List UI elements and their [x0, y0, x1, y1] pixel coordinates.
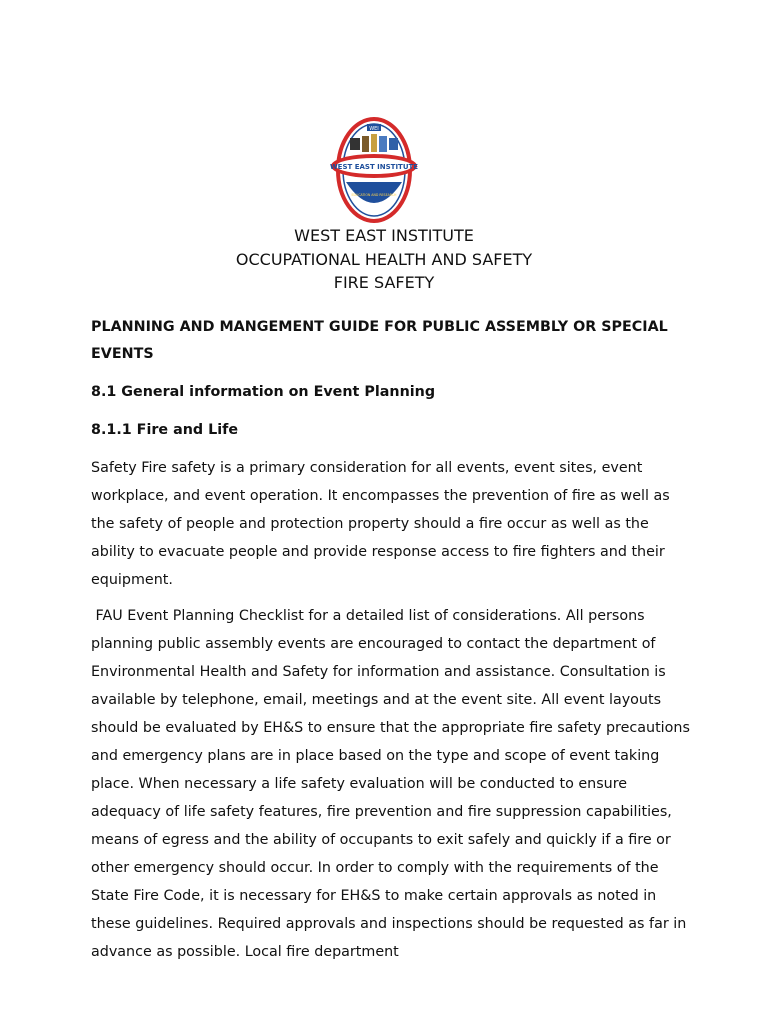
logo-bottom-text: EDUCATION AND RESEARCH — [351, 193, 397, 197]
globe-icon — [379, 136, 387, 152]
document-body — [91, 314, 691, 974]
paragraph-event-planning — [91, 602, 691, 966]
logo-banner-text: WEST EAST INSTITUTE — [330, 163, 418, 171]
institute-name: WEST EAST INSTITUTE — [294, 226, 474, 245]
books-icon — [362, 136, 369, 152]
department-name: OCCUPATIONAL HEALTH AND SAFETY — [235, 249, 533, 269]
handshake-icon — [389, 138, 398, 150]
trophy-icon — [371, 134, 377, 152]
document-header — [0, 224, 768, 295]
logo-top-text: WEI — [369, 126, 379, 132]
paragraph-event-planning-text: FAU Event Planning Checklist for a detailed list of considerations. All persons planning public assembly events are encouraged to contact the department of Environmental Health and Safety for information and assistance. Consultation is available by telephone, email, meetings and at the event site. All event layouts should be evaluated by EH&S to ensure that the appropriate fire safety precautions and emergency plans are in place based on the type and scope of event taking place. When necessary a life safety evaluation will be conducted to ensure adequacy of life safety features, fire prevention and fire suppression capabilities, means of egress and the ability of occupants to exit safely and quickly if a fire or other emergency should occur. In order to comply with the requirements of the State Fire Code, it is necessary for EH&S to make certain approvals as noted in these guidelines. Required approvals and inspections should be requested as far in advance as possible. Local fire department — [91, 608, 690, 960]
logo-emblem — [330, 116, 418, 228]
section-heading: 8.1 General information on Event Planning — [91, 384, 436, 400]
paragraph-fire-safety: Safety Fire safety is a primary consideration for all events, event sites, event workplace, and event operation. It encompasses the prevention of fire as well as the safety of people and protection property should a fire occur as well as the ability to evacuate people and provide response access to fire fighters and their equipment. — [91, 460, 670, 588]
main-heading: PLANNING AND MANGEMENT GUIDE FOR PUBLIC ASSEMBLY OR SPECIAL EVENTS — [91, 319, 668, 362]
graduation-cap-icon — [350, 138, 360, 150]
institute-logo — [330, 116, 418, 228]
subsection-heading: 8.1.1 Fire and Life — [91, 422, 239, 438]
topic-name: FIRE SAFETY — [333, 273, 435, 292]
